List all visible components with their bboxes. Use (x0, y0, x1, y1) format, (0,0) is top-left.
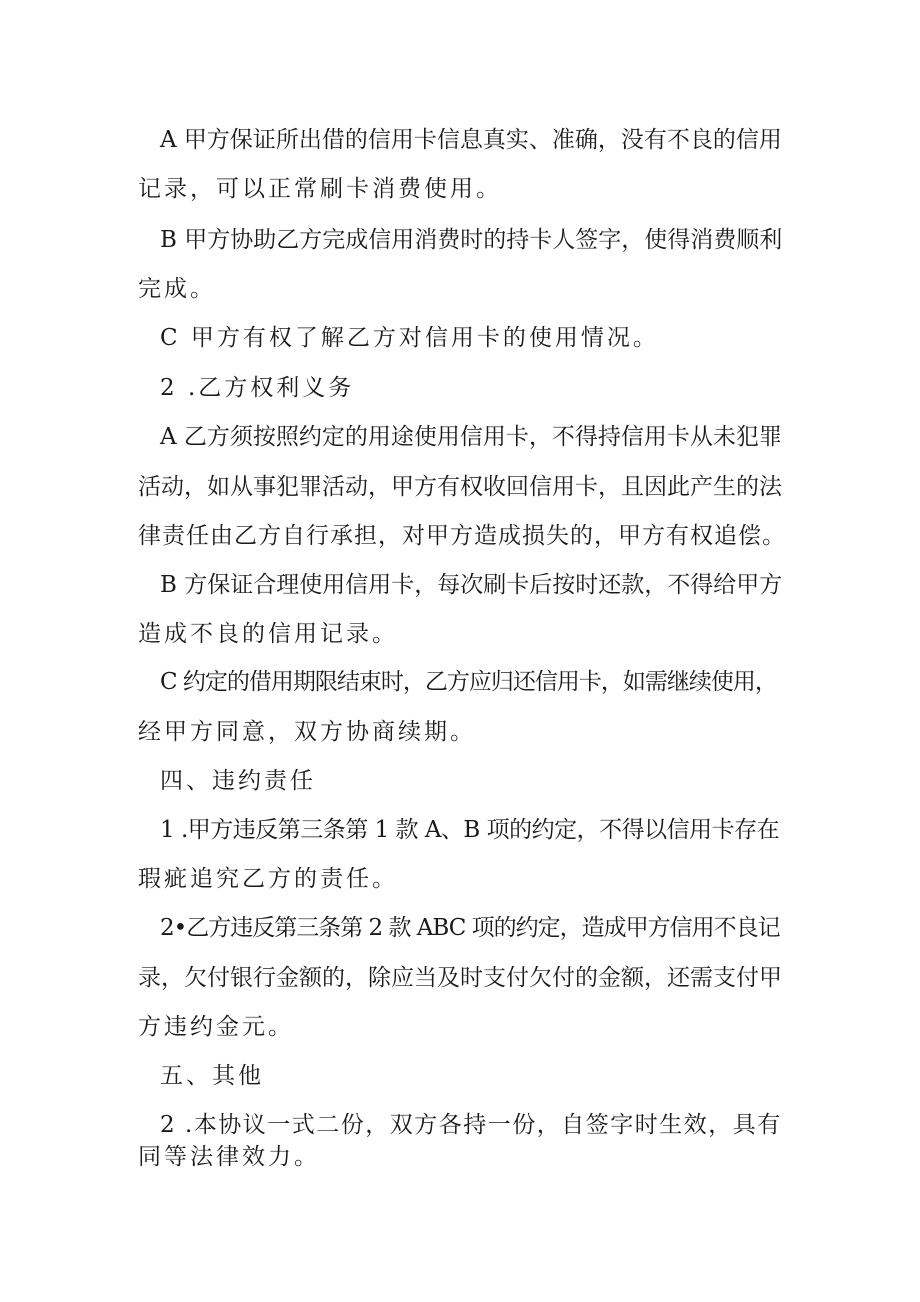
section-heading: 四、违约责任 (160, 768, 316, 794)
text-line: 经甲方同意，双方协商续期。 (138, 719, 476, 745)
text-line: C 约定的借用期限结束时，乙方应归还信用卡，如需继续使用， (160, 669, 777, 695)
text-line: 同等法律效力。 (138, 1144, 320, 1170)
section-heading: 五、其他 (160, 1063, 264, 1089)
text-line: 瑕疵追究乙方的责任。 (138, 866, 398, 892)
text-line: 2 .本协议一式二份，双方各持一份，自签字时生效，具有 (160, 1112, 782, 1138)
text-line: 1 .甲方违反第三条第 1 款 A、B 项的约定，不得以信用卡存在 (160, 817, 780, 843)
text-line: B 方保证合理使用信用卡，每次刷卡后按时还款，不得给甲方 (160, 572, 783, 598)
text-line: 记录，可以正常刷卡消费使用。 (138, 176, 502, 202)
text-line: 录，欠付银行金额的，除应当及时支付欠付的金额，还需支付甲 (138, 965, 782, 991)
section-heading: 2 .乙方权利义务 (160, 375, 355, 401)
text-line: A 乙方须按照约定的用途使用信用卡，不得持信用卡从未犯罪 (160, 424, 782, 450)
text-line: 方违约金元。 (138, 1014, 294, 1040)
text-line: A 甲方保证所出借的信用卡信息真实、准确，没有不良的信用 (160, 127, 782, 153)
text-line: 造成不良的信用记录。 (138, 621, 398, 647)
text-line: 律责任由乙方自行承担，对甲方造成损失的，甲方有权追偿。 (138, 523, 786, 549)
text-line: 完成。 (138, 276, 216, 302)
text-line: 2•乙方违反第三条第 2 款 ABC 项的约定，造成甲方信用不良记 (160, 915, 780, 941)
text-line: B 甲方协助乙方完成信用消费时的持卡人签字，使得消费顺利 (160, 227, 783, 253)
text-line: C 甲方有权了解乙方对信用卡的使用情况。 (160, 325, 659, 351)
text-line: 活动，如从事犯罪活动，甲方有权收回信用卡，且因此产生的法 (138, 474, 782, 500)
